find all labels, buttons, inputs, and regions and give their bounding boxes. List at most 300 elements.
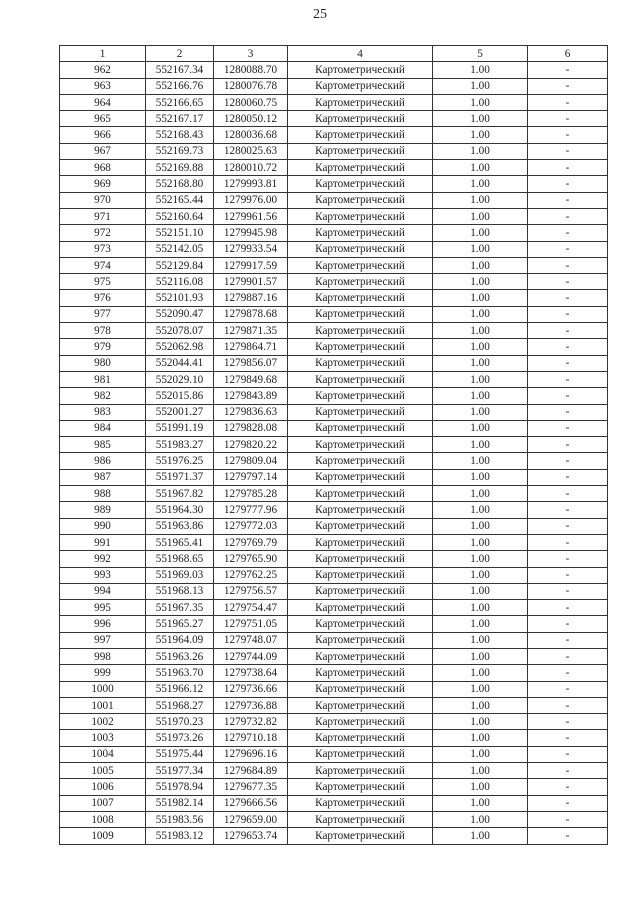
accuracy-cell: 1.00	[433, 323, 528, 339]
accuracy-cell: 1.00	[433, 388, 528, 404]
x-coordinate-cell: 552116.08	[146, 274, 214, 290]
x-coordinate-cell: 551978.94	[146, 779, 214, 795]
column-header: 1	[60, 46, 146, 62]
note-cell: -	[528, 763, 608, 779]
x-coordinate-cell: 552166.76	[146, 78, 214, 94]
accuracy-cell: 1.00	[433, 697, 528, 713]
point-number-cell: 996	[60, 616, 146, 632]
table-row	[60, 176, 608, 192]
point-number-cell: 980	[60, 355, 146, 371]
table-row	[60, 388, 608, 404]
x-coordinate-cell: 552101.93	[146, 290, 214, 306]
note-cell: -	[528, 290, 608, 306]
method-cell: Картометрический	[288, 665, 433, 681]
accuracy-cell: 1.00	[433, 632, 528, 648]
accuracy-cell: 1.00	[433, 486, 528, 502]
point-number-cell: 974	[60, 257, 146, 273]
y-coordinate-cell: 1279961.56	[214, 208, 288, 224]
x-coordinate-cell: 552044.41	[146, 355, 214, 371]
table-row	[60, 437, 608, 453]
x-coordinate-cell: 551976.25	[146, 453, 214, 469]
note-cell: -	[528, 681, 608, 697]
point-number-cell: 994	[60, 583, 146, 599]
accuracy-cell: 1.00	[433, 616, 528, 632]
accuracy-cell: 1.00	[433, 795, 528, 811]
y-coordinate-cell: 1279849.68	[214, 371, 288, 387]
point-number-cell: 1005	[60, 763, 146, 779]
table-row	[60, 94, 608, 110]
point-number-cell: 978	[60, 323, 146, 339]
table-row	[60, 795, 608, 811]
x-coordinate-cell: 552168.80	[146, 176, 214, 192]
y-coordinate-cell: 1279917.59	[214, 257, 288, 273]
point-number-cell: 991	[60, 534, 146, 550]
x-coordinate-cell: 552167.34	[146, 62, 214, 78]
table-row	[60, 583, 608, 599]
point-number-cell: 1007	[60, 795, 146, 811]
x-coordinate-cell: 552165.44	[146, 192, 214, 208]
point-number-cell: 987	[60, 469, 146, 485]
point-number-cell: 973	[60, 241, 146, 257]
x-coordinate-cell: 551968.65	[146, 551, 214, 567]
table-row	[60, 290, 608, 306]
y-coordinate-cell: 1279744.09	[214, 648, 288, 664]
accuracy-cell: 1.00	[433, 339, 528, 355]
x-coordinate-cell: 551982.14	[146, 795, 214, 811]
x-coordinate-cell: 551965.27	[146, 616, 214, 632]
table-row	[60, 420, 608, 436]
accuracy-cell: 1.00	[433, 828, 528, 844]
page-number: 25	[313, 7, 327, 22]
table-row	[60, 681, 608, 697]
accuracy-cell: 1.00	[433, 274, 528, 290]
x-coordinate-cell: 551991.19	[146, 420, 214, 436]
note-cell: -	[528, 486, 608, 502]
column-header: 4	[288, 46, 433, 62]
note-cell: -	[528, 257, 608, 273]
note-cell: -	[528, 551, 608, 567]
point-number-cell: 982	[60, 388, 146, 404]
y-coordinate-cell: 1280036.68	[214, 127, 288, 143]
method-cell: Картометрический	[288, 127, 433, 143]
x-coordinate-cell: 552090.47	[146, 306, 214, 322]
y-coordinate-cell: 1279887.16	[214, 290, 288, 306]
method-cell: Картометрический	[288, 811, 433, 827]
method-cell: Картометрический	[288, 697, 433, 713]
x-coordinate-cell: 552062.98	[146, 339, 214, 355]
accuracy-cell: 1.00	[433, 160, 528, 176]
accuracy-cell: 1.00	[433, 437, 528, 453]
y-coordinate-cell: 1279809.04	[214, 453, 288, 469]
y-coordinate-cell: 1279945.98	[214, 225, 288, 241]
point-number-cell: 997	[60, 632, 146, 648]
table-row	[60, 502, 608, 518]
point-number-cell: 981	[60, 371, 146, 387]
point-number-cell: 968	[60, 160, 146, 176]
y-coordinate-cell: 1279785.28	[214, 486, 288, 502]
y-coordinate-cell: 1279666.56	[214, 795, 288, 811]
accuracy-cell: 1.00	[433, 567, 528, 583]
method-cell: Картометрический	[288, 257, 433, 273]
x-coordinate-cell: 552129.84	[146, 257, 214, 273]
accuracy-cell: 1.00	[433, 518, 528, 534]
table-row	[60, 241, 608, 257]
x-coordinate-cell: 551963.86	[146, 518, 214, 534]
accuracy-cell: 1.00	[433, 371, 528, 387]
point-number-cell: 972	[60, 225, 146, 241]
method-cell: Картометрический	[288, 551, 433, 567]
table-row	[60, 127, 608, 143]
table-row	[60, 648, 608, 664]
accuracy-cell: 1.00	[433, 600, 528, 616]
y-coordinate-cell: 1280088.70	[214, 62, 288, 78]
method-cell: Картометрический	[288, 339, 433, 355]
method-cell: Картометрический	[288, 160, 433, 176]
accuracy-cell: 1.00	[433, 208, 528, 224]
y-coordinate-cell: 1279864.71	[214, 339, 288, 355]
note-cell: -	[528, 714, 608, 730]
point-number-cell: 1008	[60, 811, 146, 827]
method-cell: Картометрический	[288, 62, 433, 78]
table-row	[60, 811, 608, 827]
x-coordinate-cell: 551983.56	[146, 811, 214, 827]
note-cell: -	[528, 567, 608, 583]
y-coordinate-cell: 1279878.68	[214, 306, 288, 322]
y-coordinate-cell: 1279797.14	[214, 469, 288, 485]
point-number-cell: 999	[60, 665, 146, 681]
accuracy-cell: 1.00	[433, 420, 528, 436]
note-cell: -	[528, 143, 608, 159]
note-cell: -	[528, 534, 608, 550]
table-row	[60, 453, 608, 469]
table-row	[60, 746, 608, 762]
point-number-cell: 971	[60, 208, 146, 224]
accuracy-cell: 1.00	[433, 225, 528, 241]
column-header: 5	[433, 46, 528, 62]
column-header: 2	[146, 46, 214, 62]
accuracy-cell: 1.00	[433, 665, 528, 681]
method-cell: Картометрический	[288, 730, 433, 746]
note-cell: -	[528, 518, 608, 534]
point-number-cell: 1002	[60, 714, 146, 730]
method-cell: Картометрический	[288, 323, 433, 339]
note-cell: -	[528, 306, 608, 322]
x-coordinate-cell: 551969.03	[146, 567, 214, 583]
point-number-cell: 1001	[60, 697, 146, 713]
table-row	[60, 371, 608, 387]
method-cell: Картометрический	[288, 567, 433, 583]
table-row	[60, 763, 608, 779]
accuracy-cell: 1.00	[433, 404, 528, 420]
x-coordinate-cell: 551964.09	[146, 632, 214, 648]
accuracy-cell: 1.00	[433, 306, 528, 322]
point-number-cell: 962	[60, 62, 146, 78]
point-number-cell: 988	[60, 486, 146, 502]
accuracy-cell: 1.00	[433, 78, 528, 94]
column-header: 6	[528, 46, 608, 62]
note-cell: -	[528, 811, 608, 827]
x-coordinate-cell: 552166.65	[146, 94, 214, 110]
accuracy-cell: 1.00	[433, 241, 528, 257]
point-number-cell: 1000	[60, 681, 146, 697]
method-cell: Картометрический	[288, 453, 433, 469]
y-coordinate-cell: 1279748.07	[214, 632, 288, 648]
method-cell: Картометрический	[288, 681, 433, 697]
x-coordinate-cell: 551967.82	[146, 486, 214, 502]
x-coordinate-cell: 552015.86	[146, 388, 214, 404]
table-row	[60, 143, 608, 159]
y-coordinate-cell: 1279769.79	[214, 534, 288, 550]
note-cell: -	[528, 111, 608, 127]
note-cell: -	[528, 160, 608, 176]
note-cell: -	[528, 192, 608, 208]
method-cell: Картометрический	[288, 600, 433, 616]
table-row	[60, 616, 608, 632]
point-number-cell: 993	[60, 567, 146, 583]
note-cell: -	[528, 127, 608, 143]
table-row	[60, 567, 608, 583]
table-row	[60, 632, 608, 648]
note-cell: -	[528, 339, 608, 355]
point-number-cell: 995	[60, 600, 146, 616]
x-coordinate-cell: 552169.88	[146, 160, 214, 176]
x-coordinate-cell: 551964.30	[146, 502, 214, 518]
table-row	[60, 779, 608, 795]
accuracy-cell: 1.00	[433, 143, 528, 159]
point-number-cell: 1006	[60, 779, 146, 795]
table-row	[60, 404, 608, 420]
y-coordinate-cell: 1279820.22	[214, 437, 288, 453]
note-cell: -	[528, 600, 608, 616]
x-coordinate-cell: 551968.27	[146, 697, 214, 713]
method-cell: Картометрический	[288, 192, 433, 208]
method-cell: Картометрический	[288, 290, 433, 306]
y-coordinate-cell: 1280076.78	[214, 78, 288, 94]
table-row	[60, 551, 608, 567]
point-number-cell: 963	[60, 78, 146, 94]
x-coordinate-cell: 552160.64	[146, 208, 214, 224]
y-coordinate-cell: 1279777.96	[214, 502, 288, 518]
accuracy-cell: 1.00	[433, 502, 528, 518]
table-row	[60, 534, 608, 550]
column-header: 3	[214, 46, 288, 62]
x-coordinate-cell: 552168.43	[146, 127, 214, 143]
y-coordinate-cell: 1279653.74	[214, 828, 288, 844]
x-coordinate-cell: 551975.44	[146, 746, 214, 762]
x-coordinate-cell: 551971.37	[146, 469, 214, 485]
table-row	[60, 323, 608, 339]
point-number-cell: 990	[60, 518, 146, 534]
y-coordinate-cell: 1279762.25	[214, 567, 288, 583]
accuracy-cell: 1.00	[433, 127, 528, 143]
table-row	[60, 62, 608, 78]
point-number-cell: 989	[60, 502, 146, 518]
table-row	[60, 306, 608, 322]
accuracy-cell: 1.00	[433, 648, 528, 664]
note-cell: -	[528, 225, 608, 241]
x-coordinate-cell: 551977.34	[146, 763, 214, 779]
table-row	[60, 486, 608, 502]
y-coordinate-cell: 1279754.47	[214, 600, 288, 616]
method-cell: Картометрический	[288, 583, 433, 599]
note-cell: -	[528, 746, 608, 762]
note-cell: -	[528, 404, 608, 420]
method-cell: Картометрический	[288, 78, 433, 94]
table-row	[60, 469, 608, 485]
accuracy-cell: 1.00	[433, 681, 528, 697]
table-row	[60, 714, 608, 730]
method-cell: Картометрический	[288, 388, 433, 404]
method-cell: Картометрический	[288, 632, 433, 648]
y-coordinate-cell: 1279677.35	[214, 779, 288, 795]
note-cell: -	[528, 828, 608, 844]
method-cell: Картометрический	[288, 404, 433, 420]
method-cell: Картометрический	[288, 469, 433, 485]
table-row	[60, 518, 608, 534]
x-coordinate-cell: 551983.12	[146, 828, 214, 844]
point-number-cell: 985	[60, 437, 146, 453]
table-row	[60, 225, 608, 241]
method-cell: Картометрический	[288, 111, 433, 127]
y-coordinate-cell: 1279659.00	[214, 811, 288, 827]
x-coordinate-cell: 552169.73	[146, 143, 214, 159]
point-number-cell: 967	[60, 143, 146, 159]
y-coordinate-cell: 1279684.89	[214, 763, 288, 779]
accuracy-cell: 1.00	[433, 453, 528, 469]
note-cell: -	[528, 208, 608, 224]
y-coordinate-cell: 1280050.12	[214, 111, 288, 127]
y-coordinate-cell: 1279901.57	[214, 274, 288, 290]
note-cell: -	[528, 94, 608, 110]
table-body	[60, 62, 608, 844]
point-number-cell: 969	[60, 176, 146, 192]
y-coordinate-cell: 1279993.81	[214, 176, 288, 192]
method-cell: Картометрический	[288, 371, 433, 387]
table-row	[60, 257, 608, 273]
x-coordinate-cell: 552001.27	[146, 404, 214, 420]
x-coordinate-cell: 551983.27	[146, 437, 214, 453]
table-row	[60, 78, 608, 94]
method-cell: Картометрический	[288, 420, 433, 436]
accuracy-cell: 1.00	[433, 534, 528, 550]
y-coordinate-cell: 1279765.90	[214, 551, 288, 567]
point-number-cell: 979	[60, 339, 146, 355]
point-number-cell: 975	[60, 274, 146, 290]
y-coordinate-cell: 1279738.64	[214, 665, 288, 681]
point-number-cell: 976	[60, 290, 146, 306]
table-row	[60, 355, 608, 371]
x-coordinate-cell: 552151.10	[146, 225, 214, 241]
note-cell: -	[528, 632, 608, 648]
x-coordinate-cell: 552167.17	[146, 111, 214, 127]
note-cell: -	[528, 469, 608, 485]
point-number-cell: 998	[60, 648, 146, 664]
y-coordinate-cell: 1279732.82	[214, 714, 288, 730]
accuracy-cell: 1.00	[433, 714, 528, 730]
method-cell: Картометрический	[288, 779, 433, 795]
accuracy-cell: 1.00	[433, 763, 528, 779]
table-row	[60, 697, 608, 713]
accuracy-cell: 1.00	[433, 290, 528, 306]
note-cell: -	[528, 648, 608, 664]
x-coordinate-cell: 551963.26	[146, 648, 214, 664]
table-row	[60, 665, 608, 681]
method-cell: Картометрический	[288, 518, 433, 534]
method-cell: Картометрический	[288, 746, 433, 762]
method-cell: Картометрический	[288, 306, 433, 322]
x-coordinate-cell: 551967.35	[146, 600, 214, 616]
accuracy-cell: 1.00	[433, 62, 528, 78]
note-cell: -	[528, 274, 608, 290]
accuracy-cell: 1.00	[433, 551, 528, 567]
point-number-cell: 970	[60, 192, 146, 208]
table-row	[60, 828, 608, 844]
method-cell: Картометрический	[288, 763, 433, 779]
note-cell: -	[528, 62, 608, 78]
note-cell: -	[528, 502, 608, 518]
accuracy-cell: 1.00	[433, 176, 528, 192]
accuracy-cell: 1.00	[433, 257, 528, 273]
point-number-cell: 984	[60, 420, 146, 436]
x-coordinate-cell: 551968.13	[146, 583, 214, 599]
method-cell: Картометрический	[288, 176, 433, 192]
accuracy-cell: 1.00	[433, 730, 528, 746]
method-cell: Картометрический	[288, 274, 433, 290]
coordinates-table	[59, 45, 608, 845]
method-cell: Картометрический	[288, 143, 433, 159]
point-number-cell: 977	[60, 306, 146, 322]
y-coordinate-cell: 1279756.57	[214, 583, 288, 599]
method-cell: Картометрический	[288, 208, 433, 224]
point-number-cell: 986	[60, 453, 146, 469]
y-coordinate-cell: 1279751.05	[214, 616, 288, 632]
y-coordinate-cell: 1279933.54	[214, 241, 288, 257]
accuracy-cell: 1.00	[433, 192, 528, 208]
point-number-cell: 992	[60, 551, 146, 567]
note-cell: -	[528, 420, 608, 436]
accuracy-cell: 1.00	[433, 583, 528, 599]
table-row	[60, 274, 608, 290]
y-coordinate-cell: 1279836.63	[214, 404, 288, 420]
y-coordinate-cell: 1279736.88	[214, 697, 288, 713]
table-row	[60, 160, 608, 176]
point-number-cell: 1009	[60, 828, 146, 844]
note-cell: -	[528, 616, 608, 632]
accuracy-cell: 1.00	[433, 111, 528, 127]
note-cell: -	[528, 176, 608, 192]
note-cell: -	[528, 323, 608, 339]
method-cell: Картометрический	[288, 486, 433, 502]
accuracy-cell: 1.00	[433, 811, 528, 827]
method-cell: Картометрический	[288, 94, 433, 110]
y-coordinate-cell: 1279696.16	[214, 746, 288, 762]
note-cell: -	[528, 241, 608, 257]
method-cell: Картометрический	[288, 225, 433, 241]
note-cell: -	[528, 795, 608, 811]
x-coordinate-cell: 552142.05	[146, 241, 214, 257]
table-row	[60, 339, 608, 355]
x-coordinate-cell: 551963.70	[146, 665, 214, 681]
y-coordinate-cell: 1279871.35	[214, 323, 288, 339]
method-cell: Картометрический	[288, 355, 433, 371]
accuracy-cell: 1.00	[433, 355, 528, 371]
table-row	[60, 192, 608, 208]
point-number-cell: 965	[60, 111, 146, 127]
accuracy-cell: 1.00	[433, 746, 528, 762]
y-coordinate-cell: 1279828.08	[214, 420, 288, 436]
accuracy-cell: 1.00	[433, 779, 528, 795]
y-coordinate-cell: 1279710.18	[214, 730, 288, 746]
